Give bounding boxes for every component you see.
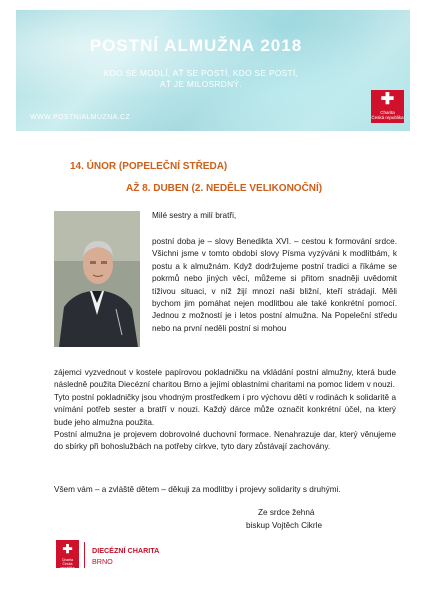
date-heading-start: 14. ÚNOR (POPELEČNÍ STŘEDA) <box>70 161 228 172</box>
portrait-image <box>54 211 140 347</box>
banner-url: WWW.POSTNIALMUZNA.CZ <box>30 114 131 121</box>
date-heading-end: AŽ 8. DUBEN (2. NEDĚLE VELIKONOČNÍ) <box>126 183 323 194</box>
letter-thanks: Všem vám – a zvláště dětem – děkuji za modlitby i projevy solidarity s druhými. <box>54 485 341 494</box>
footer-charita-logo <box>56 540 79 568</box>
letter-paragraph-top: postní doba je – slovy Benedikta XVI. – cestou k formování srdce. Všichni jsme v tomto období slovy Písma vyzýváni k modlitbám, k postu a k almužnám. Když dodržujeme postní tradici a říkáme se pokrmů nebo jiných věcí, můžeme si přitom snadněji uvědomit tíživou situaci, v níž žijí mnozí naši bližní, kteří strádají. Měli bychom jim pomáhat nejen modlitbou ale také konkrétní pomocí. Jednou z možností je i letos postní almužna. Na Popeleční středu nebo na první neděli postní si mohou <box>152 237 397 333</box>
banner-subtitle: KDO SE MODLÍ, AŤ SE POSTÍ, KDO SE POSTÍ, AŤ JE MILOSRDNÝ. <box>103 68 299 89</box>
logo-caption: Charita Česká republika <box>371 110 404 120</box>
footer-divider <box>84 542 85 568</box>
letter-signature: biskup Vojtěch Cikrle <box>246 521 322 530</box>
footer-city: BRNO <box>92 557 113 566</box>
letter-paragraph-full: zájemci vyzvednout v kostele papírovou pokladničku na vkládání postní almužny, která bude následně použita Diecézní charitou Brno a jejími oblastními charitami na pomoc lidem v nouzi. Tyto postní pokladničky jsou vhodným prostředkem i pro výchovu dětí v rodinách k solidaritě a vnímání potřeb sester a bratří v nouzi. Každý dárce může označit konkrétní účel, na který bude jeho almužna použita. Postní almužna je projevem dobrovolné duchovní formace. Nenahrazuje dar, který věnujeme do sbírky při bohoslužbách na potřeby církve, tyto dary zůstávají zachovány. <box>54 368 396 452</box>
footer-cross-icon: ✚ <box>62 542 73 556</box>
bishop-photo <box>54 211 140 347</box>
banner-title: POSTNÍ ALMUŽNA 2018 <box>89 36 303 55</box>
footer-org-name: DIECÉZNÍ CHARITA <box>92 546 160 555</box>
header-banner <box>16 10 410 131</box>
charita-logo <box>371 90 404 123</box>
footer-logo-caption: Charita Česká republika <box>60 558 75 570</box>
letter-greeting: Milé sestry a milí bratři, <box>152 211 237 220</box>
cross-icon: ✚ <box>380 91 395 108</box>
letter-signoff: Ze srdce žehná <box>258 508 315 517</box>
